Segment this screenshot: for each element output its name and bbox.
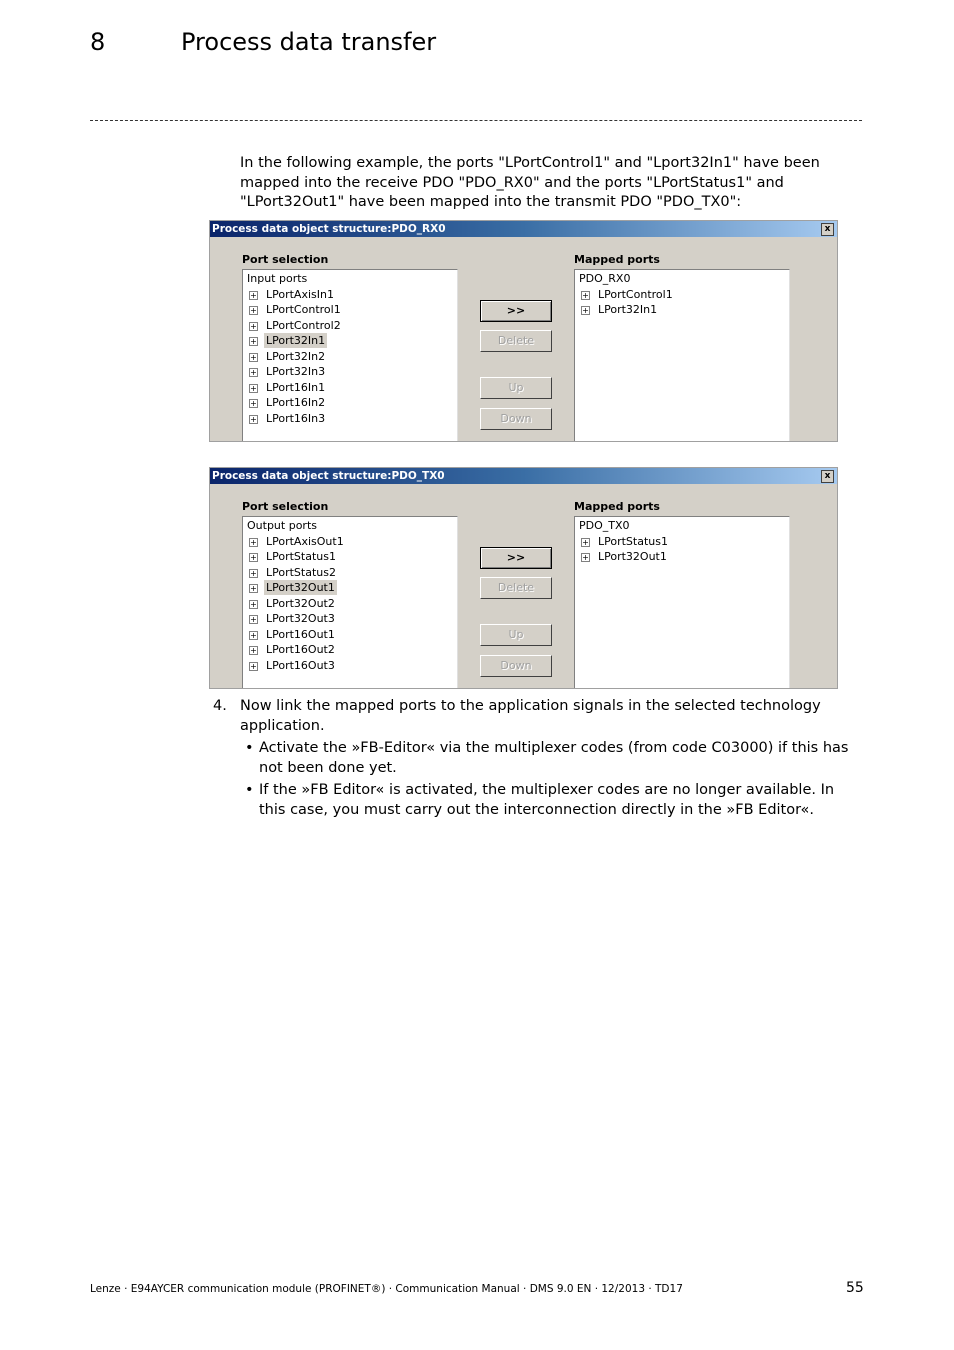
add-port-button[interactable]: >>: [480, 547, 552, 569]
header-divider: [90, 120, 862, 121]
step-number: 4.: [213, 698, 227, 714]
port-item[interactable]: + LPortAxisOut1: [250, 535, 344, 548]
expand-icon[interactable]: +: [582, 537, 589, 547]
port-item-selected[interactable]: + LPort32In1: [250, 334, 326, 347]
bullet-icon: •: [245, 782, 254, 798]
port-item[interactable]: + LPort16In1: [250, 381, 326, 394]
port-item-selected[interactable]: + LPort32Out1: [250, 581, 335, 594]
mapped-list-root: PDO_RX0: [579, 272, 631, 285]
expand-icon[interactable]: +: [250, 583, 257, 593]
close-icon[interactable]: x: [821, 223, 834, 236]
port-item[interactable]: + LPortControl1: [250, 303, 341, 316]
intro-paragraph: In the following example, the ports "LPortControl1" and "Lport32In1" have been mapped into the receive PDO "PDO_RX0" and the ports "LPortStatus1" and "LPort32Out1" have been mapped into the transmit PDO "PDO_TX0":: [240, 155, 820, 210]
chapter-number: 8: [90, 28, 106, 56]
mapped-item[interactable]: + LPortControl1: [582, 288, 673, 301]
port-item[interactable]: + LPortControl2: [250, 319, 341, 332]
port-list[interactable]: [242, 516, 458, 689]
port-item[interactable]: + LPortStatus1: [250, 550, 336, 563]
port-selection-label: Port selection: [242, 253, 329, 266]
dialog-title: Process data object structure:PDO_TX0: [212, 470, 445, 482]
expand-icon[interactable]: +: [250, 552, 257, 562]
expand-icon[interactable]: +: [250, 290, 257, 300]
expand-icon[interactable]: +: [582, 305, 589, 315]
mapped-list-root: PDO_TX0: [579, 519, 630, 532]
mapped-item[interactable]: + LPort32In1: [582, 303, 658, 316]
port-item[interactable]: + LPort16In3: [250, 412, 326, 425]
port-item[interactable]: + LPort32Out3: [250, 612, 335, 625]
expand-icon[interactable]: +: [250, 367, 257, 377]
port-list[interactable]: [242, 269, 458, 442]
port-item[interactable]: + LPort16Out2: [250, 643, 335, 656]
delete-button[interactable]: Delete: [480, 577, 552, 599]
bullet-icon: •: [245, 740, 254, 756]
port-selection-label: Port selection: [242, 500, 329, 513]
mapped-list[interactable]: [574, 269, 790, 442]
expand-icon[interactable]: +: [250, 630, 257, 640]
mapped-item[interactable]: + LPortStatus1: [582, 535, 668, 548]
port-item[interactable]: + LPort32In3: [250, 365, 326, 378]
port-list-root: Input ports: [247, 272, 308, 285]
dialog-title: Process data object structure:PDO_RX0: [212, 223, 446, 235]
delete-button[interactable]: Delete: [480, 330, 552, 352]
port-list-root: Output ports: [247, 519, 317, 532]
dialog-titlebar: [210, 221, 837, 237]
expand-icon[interactable]: +: [250, 414, 257, 424]
expand-icon[interactable]: +: [250, 568, 257, 578]
expand-icon[interactable]: +: [582, 290, 589, 300]
footer-text: Lenze · E94AYCER communication module (PROFINET®) · Communication Manual · DMS 9.0 EN · 12/2013 · TD17: [90, 1283, 683, 1295]
port-item[interactable]: + LPort32In2: [250, 350, 326, 363]
close-icon[interactable]: x: [821, 470, 834, 483]
add-port-button[interactable]: >>: [480, 300, 552, 322]
port-item[interactable]: + LPort16Out1: [250, 628, 335, 641]
expand-icon[interactable]: +: [250, 537, 257, 547]
up-button[interactable]: Up: [480, 624, 552, 646]
page-number: 55: [846, 1280, 864, 1296]
chapter-title: Process data transfer: [181, 28, 437, 56]
expand-icon[interactable]: +: [250, 398, 257, 408]
port-item[interactable]: + LPort32Out2: [250, 597, 335, 610]
dialog-titlebar: [210, 468, 837, 484]
mapped-ports-label: Mapped ports: [574, 500, 660, 513]
expand-icon[interactable]: +: [250, 305, 257, 315]
down-button[interactable]: Down: [480, 655, 552, 677]
port-item[interactable]: + LPort16In2: [250, 396, 326, 409]
port-item[interactable]: + LPortAxisIn1: [250, 288, 334, 301]
dialog-pdo-rx0: [209, 220, 838, 442]
expand-icon[interactable]: +: [250, 661, 257, 671]
port-item[interactable]: + LPort16Out3: [250, 659, 335, 672]
port-item[interactable]: + LPortStatus2: [250, 566, 336, 579]
expand-icon[interactable]: +: [250, 645, 257, 655]
expand-icon[interactable]: +: [250, 352, 257, 362]
expand-icon[interactable]: +: [250, 321, 257, 331]
up-button[interactable]: Up: [480, 377, 552, 399]
expand-icon[interactable]: +: [250, 599, 257, 609]
expand-icon[interactable]: +: [250, 336, 257, 346]
down-button[interactable]: Down: [480, 408, 552, 430]
expand-icon[interactable]: +: [582, 552, 589, 562]
mapped-list[interactable]: [574, 516, 790, 689]
step-text: Now link the mapped ports to the application signals in the selected technology application.: [240, 698, 821, 734]
mapped-ports-label: Mapped ports: [574, 253, 660, 266]
expand-icon[interactable]: +: [250, 383, 257, 393]
expand-icon[interactable]: +: [250, 614, 257, 624]
mapped-item[interactable]: + LPort32Out1: [582, 550, 667, 563]
dialog-pdo-tx0: [209, 467, 838, 689]
